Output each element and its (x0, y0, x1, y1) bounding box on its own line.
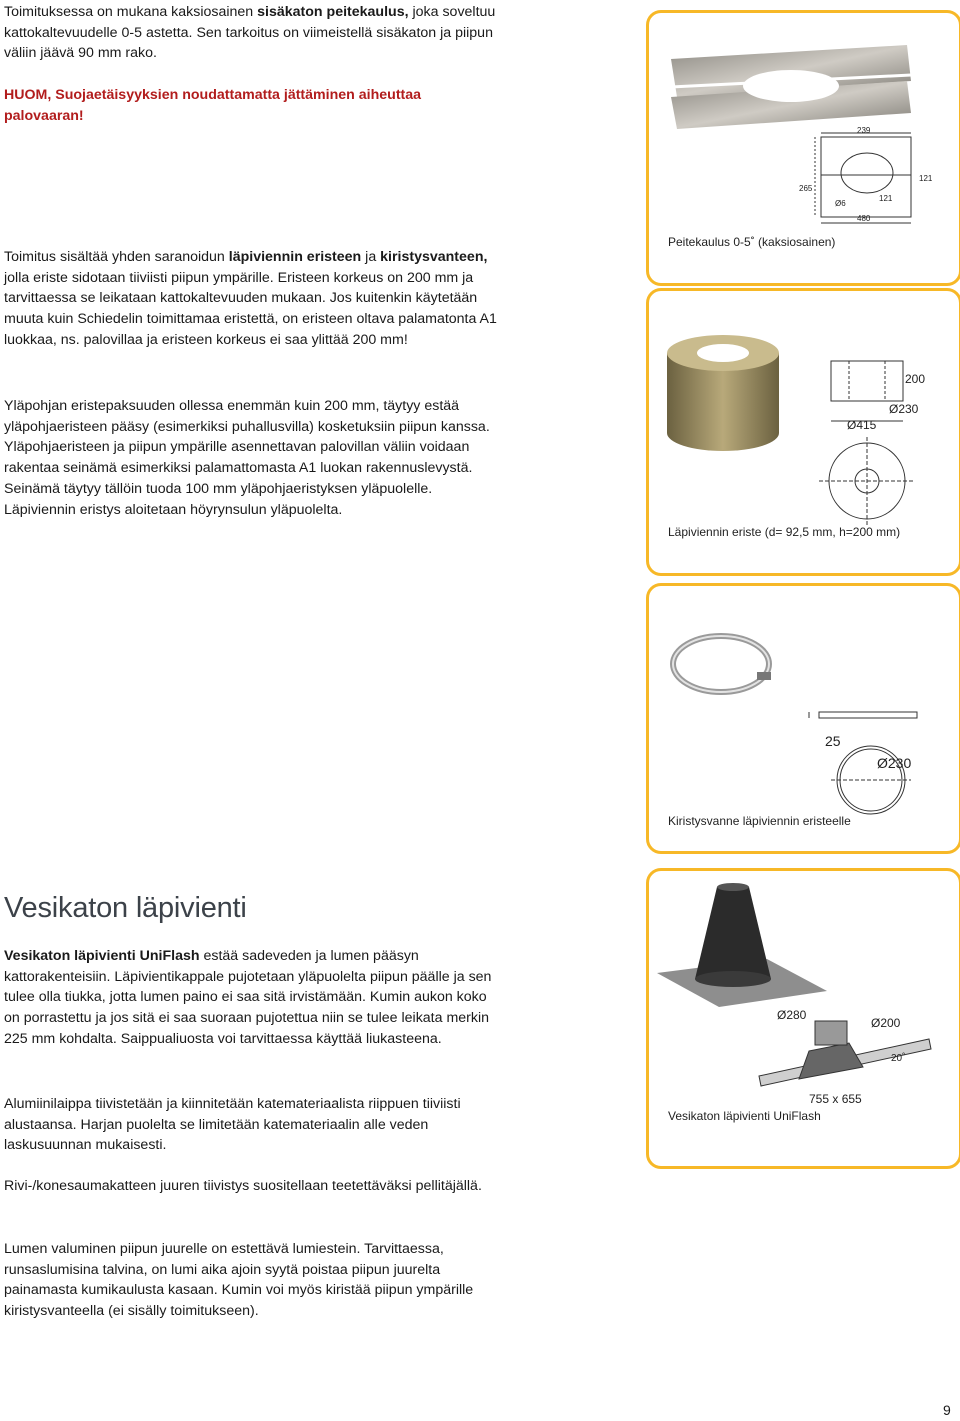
snow-paragraph (4, 1239, 504, 1322)
intro-text: Toimituksessa on mukana kaksiosainen (4, 4, 258, 20)
delivery-text-2: jolla eriste sidotaan tiiviisti piipun ympärille. (4, 269, 278, 286)
dim-265: 265 (799, 184, 813, 193)
intro-text-rest: joka soveltuu kattokaltevuudelle 0-5 astetta. Sen tarkoitus on viimeistellä sisäkaton ja piipun väliin jäävä 90 mm rako. (4, 4, 496, 62)
warning-paragraph (4, 85, 504, 126)
seam-text: Rivi-/konesaumakatteen juuren tiivistys suositellaan teetettäväksi pellitäjällä. (4, 1178, 482, 1194)
uniflash-text: estää sadeveden ja lumen pääsyn kattorakenteisiin. Läpivientikappale pujotetaan yläpuolelta piipun päälle ja sen tulee olla tiukka, jotta lumen paino ei saa sitä irvistämään. Kumin aukon koko on porrastettu ja jos sitä ei saa suoraan pujotettua niin se tulee leikata merkin 225 mm kohdalta. Saippualiuosta voi tarvittaessa käyttää liukasteena. (4, 948, 492, 1047)
intro-paragraph (4, 2, 504, 64)
snow-text: Lumen valuminen piipun juurelle on estettävä lumiestein. Tarvittaessa, runsaslumisina talvina, on lumi aika ajoin syytä poistaa piipun juurelta painamasta kumikaulusta kasaan. Kumin voi myös kiristää piipun ympärille kiristysvanteella (ei sisälly toimitukseen). (4, 1241, 474, 1320)
delivery-text: Toimitus sisältää yhden saranoidun (4, 249, 229, 265)
dim-200: 200 (905, 372, 926, 386)
dim-121a: 121 (919, 174, 933, 183)
delivery-paragraph (4, 247, 504, 351)
uniflash-paragraph (4, 946, 504, 1050)
dim-band-d230: Ø230 (877, 755, 912, 771)
delivery-and: ja (361, 249, 381, 265)
caption-band: Kiristysvanne läpiviennin eristeelle (668, 814, 851, 828)
caption-insulation: Läpiviennin eriste (d= 92,5 mm, h=200 mm) (668, 525, 901, 539)
dim-d415: Ø415 (847, 418, 877, 432)
dim-121b: 121 (879, 194, 893, 203)
flange-text: Alumiinilaippa tiivistetään ja kiinnitetään katemateriaalista riippuen tiiviisti alustaansa. Harjan puolelta se limitetään katemateriaalin alle veden laskusuunnan mukaisesti. (4, 1096, 461, 1154)
dim-480: 480 (857, 214, 871, 223)
intro-bold: sisäkaton peitekaulus, (257, 4, 409, 20)
attic-text: Yläpohjan eristepaksuuden ollessa enemmän kuin 200 mm, täytyy estää yläpohjaeristeen pääsy (esimerkiksi puhallusvilla) kosketuksiin piipun kanssa. Yläpohjaeristeen ja piipun ympärille asennettavan palovillan väliin voidaan rakentaa seinämä esimerkiksi palamattomasta A1 luokan rakennuslevystä. Seinämä täytyy tällöin tuoda 100 mm yläpohjaeristyksen yläpuolelle. Läpiviennin eristys aloitetaan höyrynsulun yläpuolelta. (4, 398, 490, 518)
dim-d230: Ø230 (889, 402, 919, 416)
attic-paragraph (4, 396, 504, 520)
band-illustration (649, 586, 959, 851)
seam-paragraph (4, 1176, 504, 1197)
delivery-bold-insulation: läpiviennin eristeen (228, 249, 362, 265)
flange-paragraph (4, 1094, 504, 1156)
caption-collar: Peitekaulus 0-5˚ (kaksiosainen) (668, 235, 836, 249)
dim-d6: Ø6 (835, 199, 846, 208)
delivery-text-3: Eristeen korkeus on 200 mm ja tarvittaessa se leikataan kattokaltevuuden mukaan. Jos kuitenkin käytetään muuta kuin Schiedelin toimittamaa eristettä, on eristeen oltava palamatonta A1 luokkaa, ns. palovillaa ja eristeen korkeus ei saa ylittää 200 mm! (4, 269, 497, 348)
section-heading: Vesikaton läpivienti (4, 892, 247, 924)
dim-plate: 755 x 655 (809, 1092, 862, 1106)
dim-uniflash-d200: Ø200 (871, 1016, 901, 1030)
warning-text: HUOM, Suojaetäisyyksien noudattamatta jättäminen aiheuttaa palovaaran! (4, 87, 422, 124)
figure-panel-uniflash (646, 868, 960, 1169)
caption-uniflash: Vesikaton läpivienti UniFlash (668, 1109, 821, 1123)
dim-d280: Ø280 (777, 1008, 807, 1022)
page-number: 9 (943, 1402, 951, 1418)
dim-25: 25 (825, 733, 841, 749)
delivery-bold-band: kiristysvanteen, (380, 249, 488, 265)
uniflash-bold: Vesikaton läpivienti UniFlash (4, 948, 200, 964)
dim-239: 239 (857, 126, 871, 135)
dim-angle: 20˚ (891, 1053, 906, 1064)
